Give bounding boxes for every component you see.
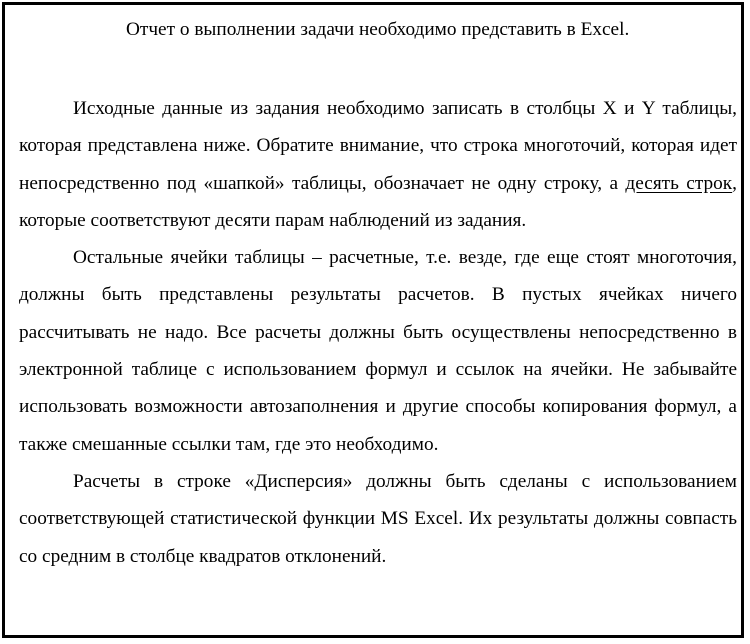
paragraph-source-data — [19, 90, 737, 239]
document-heading: Отчет о выполнении задачи необходимо представить в Excel. — [126, 19, 630, 40]
document-frame — [2, 2, 744, 638]
paragraph-source-data-text: Исходные данные из задания необходимо записать в столбцы X и Y таблицы, которая представлена ниже. Обратите внимание, что строка многоточий, которая идет непосредственно под «шапкой» таблицы, обозначает не одну строку, а — [19, 98, 737, 194]
paragraph-variance: Расчеты в строке «Дисперсия» должны быть сделаны с использованием соответствующей статистической функции MS Excel. Их результаты должны совпасть со средним в столбце квадратов отклонений. — [19, 470, 737, 567]
blank-line — [19, 46, 737, 90]
paragraph-calculated-cells: Остальные ячейки таблицы – расчетные, т.е. везде, где еще стоят многоточия, должны быть представлены результаты расчетов. В пустых ячейках ничего рассчитывать не надо. Все расчеты должны быть осуществлены непосредственно в электронной таблице с использованием формул и ссылок на ячейки. Не забывайте использовать возможности автозаполнения и другие способы копирования формул, а также смешанные ссылки там, где это необходимо. — [19, 247, 737, 455]
paragraph-source-data-tail: , которые соответствуют десяти парам наблюдений из задания. — [19, 172, 737, 231]
document-body — [19, 14, 737, 575]
underlined-ten-rows: десять строк — [625, 172, 733, 194]
